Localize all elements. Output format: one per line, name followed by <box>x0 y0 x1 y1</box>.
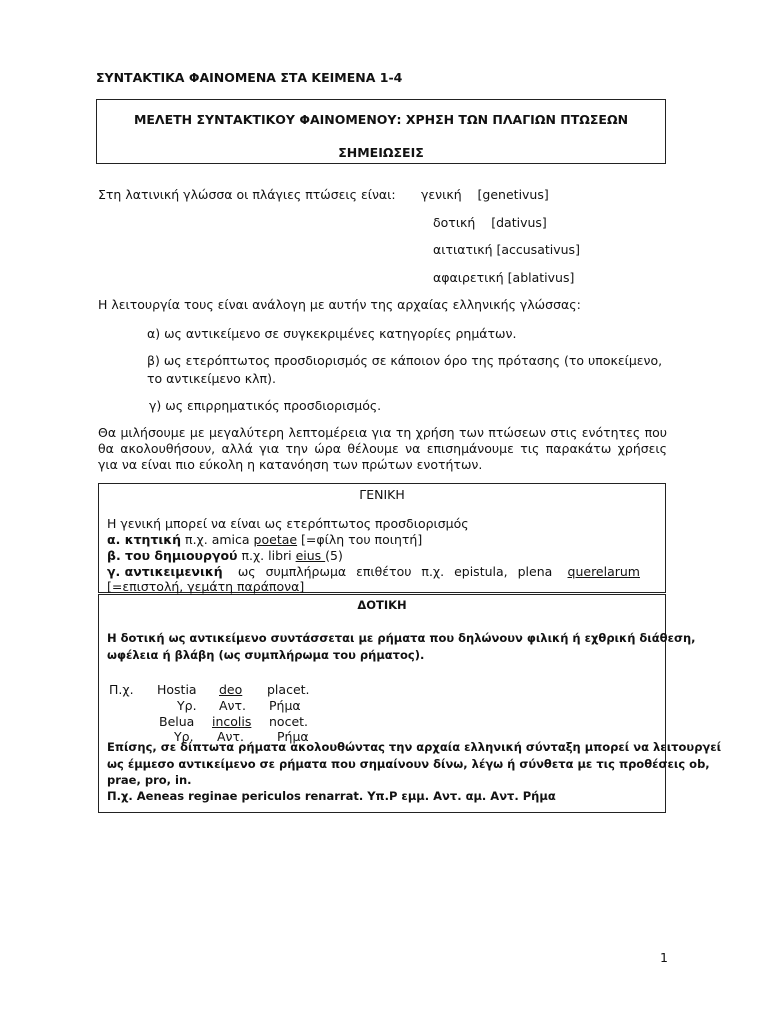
genitive-a-word: poetae <box>253 532 298 547</box>
genitive-b-label: β. του δημιουργού <box>107 548 238 563</box>
example-r2-verb: Ρήμα <box>269 698 301 713</box>
dative-more-line4: Π.χ. Aeneas reginae periculos renarrat. Υπ.Ρ εμμ. Αντ. αμ. Αντ. Ρήμα <box>107 789 556 803</box>
header-box <box>96 99 666 164</box>
example-r2-subject: Υρ. <box>177 698 197 713</box>
function-item-c: γ) ως επιρρηματικός προσδιορισμός. <box>149 398 382 413</box>
example-label: Π.χ. <box>109 682 134 697</box>
document-title: ΣΥΝΤΑΚΤΙΚΑ ΦΑΙΝΟΜΕΝΑ ΣΤΑ ΚΕΙΜΕΝΑ 1-4 <box>96 70 403 85</box>
example-r1-subject: Hostia <box>157 682 197 697</box>
page-number: 1 <box>660 950 668 965</box>
genitive-item-b <box>107 548 343 563</box>
genitive-title: ΓΕΝΙΚΗ <box>359 487 405 502</box>
dative-more-line1: Επίσης, σε δίπτωτα ρήματα ακολουθώντας την αρχαία ελληνική σύνταξη μπορεί να λειτουργεί <box>107 740 722 754</box>
case-accusative: αιτιατική [accusativus] <box>433 242 580 257</box>
case-ablative: αφαιρετική [ablativus] <box>433 270 575 285</box>
example-r1-verb: placet. <box>267 682 310 697</box>
dative-title: ΔΟΤΙΚΗ <box>357 598 407 612</box>
example-r4-subject: Υρ. <box>174 729 194 744</box>
genitive-item-c <box>107 564 640 579</box>
example-r3-subject: Belua <box>159 714 195 729</box>
genitive-b-post: (5) <box>325 548 343 563</box>
paragraph-line3: για να είναι πιο εύκολη η κατανόηση των πρώτων ενοτήτων. <box>98 457 483 472</box>
example-r1-object: deo <box>219 682 243 697</box>
genitive-a-label: α. κτητική <box>107 532 182 547</box>
genitive-c-continuation: [=επιστολή, γεμάτη παράπονα] <box>107 579 305 594</box>
function-item-a: α) ως αντικείμενο σε συγκεκριμένες κατηγορίες ρημάτων. <box>147 326 517 341</box>
function-intro: Η λειτουργία τους είναι ανάλογη με αυτήν της αρχαίας ελληνικής γλώσσας: <box>98 297 581 312</box>
intro-sentence: Στη λατινική γλώσσα οι πλάγιες πτώσεις είναι: <box>98 187 396 202</box>
dative-more-line2: ως έμμεσο αντικείμενο σε ρήματα που σημαίνουν δίνω, λέγω ή σύνθετα με τις προθέσεις ob, <box>107 757 710 771</box>
header-title: ΜΕΛΕΤΗ ΣΥΝΤΑΚΤΙΚΟΥ ΦΑΙΝΟΜΕΝΟΥ: ΧΡΗΣΗ ΤΩΝ ΠΛΑΓΙΩΝ ΠΤΩΣΕΩΝ <box>133 112 629 127</box>
dative-line1: Η δοτική ως αντικείμενο συντάσσεται με ρήματα που δηλώνουν φιλική ή εχθρική διάθεση, <box>107 631 696 645</box>
function-item-b-line1: β) ως ετερόπτωτος προσδιορισμός σε κάποιον όρο της πρότασης (το υποκείμενο, <box>147 353 663 368</box>
genitive-item-a <box>107 532 422 547</box>
example-r4-verb: Ρήμα <box>277 729 309 744</box>
genitive-b-pre: π.χ. libri <box>237 548 296 563</box>
case-dative: δοτική [dativus] <box>433 215 547 230</box>
dative-more-line3: prae, pro, in. <box>107 773 192 787</box>
genitive-box <box>98 483 666 593</box>
example-r4-object: Αντ. <box>217 729 245 744</box>
header-subtitle: ΣΗΜΕΙΩΣΕΙΣ <box>338 145 424 160</box>
genitive-c-word: querelarum <box>567 564 640 579</box>
genitive-a-post: [=φίλη του ποιητή] <box>297 532 423 547</box>
genitive-b-word: eius <box>295 548 326 563</box>
genitive-a-pre: π.χ. amica <box>181 532 254 547</box>
paragraph-line2: θα ακολουθήσουν, αλλά για την ώρα θέλουμε να επισημάνουμε τις παρακάτω χρήσεις <box>98 441 667 456</box>
case-genitive: γενική [genetivus] <box>421 187 549 202</box>
dative-line2: ωφέλεια ή βλάβη (ως συμπλήρωμα του ρήματος). <box>107 648 425 662</box>
function-item-b-line2: το αντικείμενο κλπ). <box>147 371 276 386</box>
dative-box <box>98 594 722 813</box>
paragraph-line1: Θα μιλήσουμε με μεγαλύτερη λεπτομέρεια για τη χρήση των πτώσεων στις ενότητες που <box>98 425 667 440</box>
example-r2-object: Αντ. <box>219 698 247 713</box>
genitive-c-label: γ. αντικειμενική <box>107 564 223 579</box>
example-r3-object: incolis <box>212 714 252 729</box>
genitive-c-pre: ως συμπλήρωμα επιθέτου π.χ. epistula, plena <box>237 564 553 579</box>
example-r3-verb: nocet. <box>269 714 309 729</box>
genitive-intro: Η γενική μπορεί να είναι ως ετερόπτωτος προσδιορισμός <box>107 516 469 531</box>
